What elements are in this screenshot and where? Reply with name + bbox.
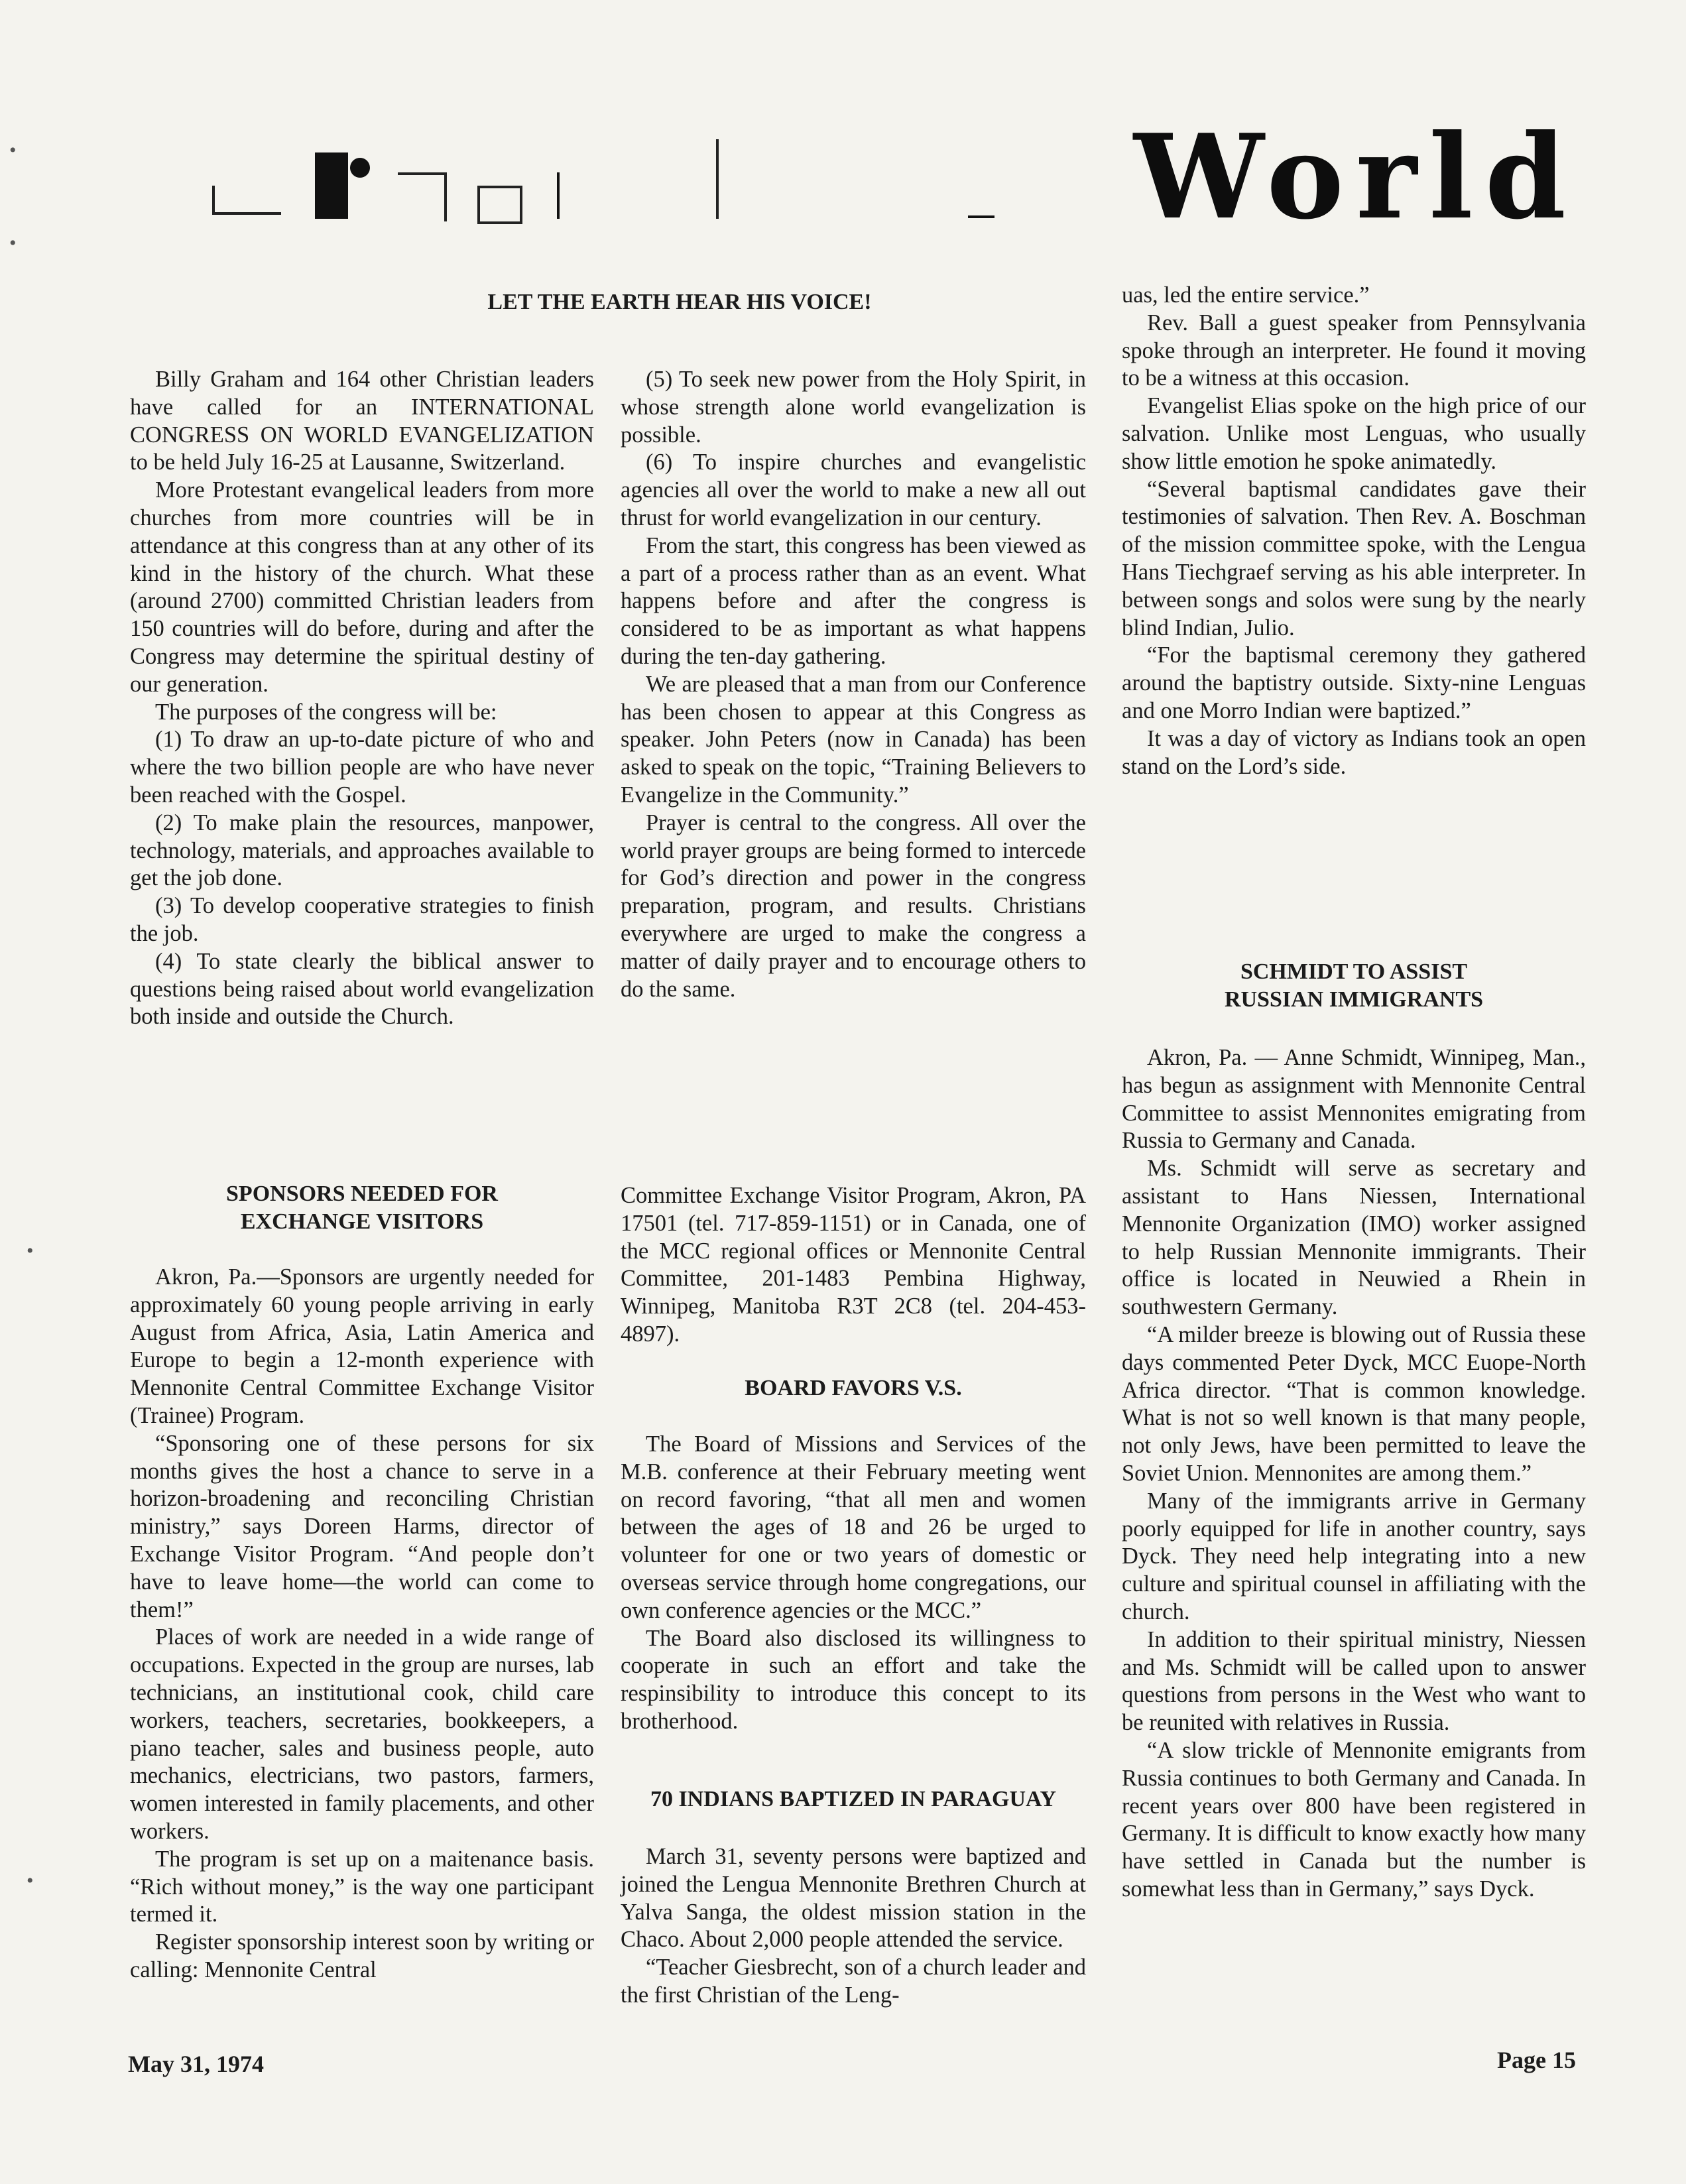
masthead-faded-letter [212, 186, 281, 215]
headline-line: RUSSIAN IMMIGRANTS [1224, 987, 1484, 1012]
paragraph: Ms. Schmidt will serve as secretary and assistant to Hans Niessen, International Mennonite Organization (IMO) worker assigned to help Russian Mennonite immigrants. Their office is located in Neuwied a Rhein in southwestern Germany. [1122, 1156, 1586, 1320]
paragraph: “Sponsoring one of these persons for six months gives the host a chance to serve in a horizon-broadening and reconciling Christian ministry,” says Doreen Harms, director of Exchange Visitor Program. “And people don’t have to leave home—the world can come to them!” [130, 1430, 594, 1622]
paragraph: More Protestant evangelical leaders from more churches from more countries will be in attendance at this congress than at any other of its kind in the history of the church. What these (around 2700) committed Christian leaders from 150 countries will do before, during and after the Congress may determine the spiritual destiny of our generation. [130, 477, 594, 697]
headline-sponsors [130, 1180, 594, 1236]
masthead-faded-letter [968, 215, 994, 218]
paragraph: March 31, seventy persons were baptized and joined the Lengua Mennonite Brethren Church at Yalva Sanga, the oldest mission station in the Chaco. About 2,000 people attended the service. [621, 1844, 1086, 1953]
paragraph: Akron, Pa.—Sponsors are urgently needed for approximately 60 young people arriving in early August from Africa, Asia, Latin America and Europe to begin a 12-month experience with Mennonite Central Committee Exchange Visitor (Trainee) Program. [130, 1264, 594, 1428]
masthead [199, 109, 1579, 245]
paragraph: (2) To make plain the resources, manpower, technology, materials, and approaches available to get the job done. [130, 810, 594, 891]
edge-mark: • [9, 232, 17, 254]
article-earth-col2 [621, 366, 1086, 1003]
paragraph: The program is set up on a maitenance basis. “Rich without money,” is the way one participant termed it. [130, 1846, 594, 1927]
paragraph: Akron, Pa. — Anne Schmidt, Winnipeg, Man., has begun as assignment with Mennonite Central Committee to assist Mennonites emigrating from Russia to Germany and Canada. [1122, 1045, 1586, 1154]
paragraph: The Board of Missions and Services of the M.B. conference at their February meeting went on record favoring, “that all men and women between the ages of 18 and 26 be urged to volunteer for one or two years of domestic or overseas service through home congregations, our own conference agencies or the MCC.” [621, 1431, 1086, 1623]
paragraph: (3) To develop cooperative strategies to finish the job. [130, 893, 594, 946]
headline-earth: LET THE EARTH HEAR HIS VOICE! [487, 290, 872, 314]
paragraph: Committee Exchange Visitor Program, Akron, PA 17501 (tel. 717-859-1151) or in Canada, one of the MCC regional offices or Mennonite Central Committee, 201-1483 Pembina Highway, Winnipeg, Manitoba R3T 2C8 (tel. 204-453-4897). [621, 1183, 1086, 1347]
footer-page-number: Page 15 [1497, 2047, 1576, 2073]
paragraph: “Teacher Giesbrecht, son of a church leader and the first Christian of the Leng- [621, 1955, 1086, 2008]
paragraph: Evangelist Elias spoke on the high price of our salvation. Unlike most Lenguas, who usually show little emotion he spoke animatedly. [1122, 393, 1586, 474]
headline-schmidt [1122, 958, 1586, 1014]
masthead-title: World [1134, 109, 1579, 245]
paragraph: It was a day of victory as Indians took an open stand on the Lord’s side. [1122, 725, 1586, 779]
edge-mark: • [9, 139, 17, 161]
masthead-faded-letter [557, 172, 560, 219]
article-indians-col2 [621, 1843, 1086, 2010]
headline-line: SCHMIDT TO ASSIST [1240, 959, 1468, 984]
article-board [621, 1431, 1086, 1736]
footer-date: May 31, 1974 [128, 2051, 264, 2077]
paragraph: Places of work are needed in a wide range of occupations. Expected in the group are nurses, lab technicians, an institutional cook, child care workers, teachers, secretaries, bookkeepers, a piano teacher, sales and business people, auto mechanics, electricians, two pastors, farmers, women interested in family placements, and other workers. [130, 1624, 594, 1844]
article-sponsors-col1 [130, 1264, 594, 1984]
paragraph: The purposes of the congress will be: [155, 699, 497, 725]
masthead-faded-letter [398, 172, 447, 221]
paragraph: (4) To state clearly the biblical answer to questions being raised about world evangelization both inside and outside the Church. [130, 948, 594, 1030]
paragraph: Prayer is central to the congress. All over the world prayer groups are being formed to intercede for God’s direction and power in the congress preparation, program, and results. Christians everywhere are urged to make the congress a matter of daily prayer and to encourage others to do the same. [621, 810, 1086, 1002]
headline-indians: 70 INDIANS BAPTIZED IN PARAGUAY [650, 1787, 1057, 1811]
masthead-faded-letter [597, 139, 719, 219]
paragraph: uas, led the entire service.” [1122, 282, 1370, 308]
headline-line: EXCHANGE VISITORS [240, 1209, 484, 1234]
paragraph: Billy Graham and 164 other Christian leaders have called for an INTERNATIONAL CONGRESS ON WORLD EVANGELIZATION to be held July 16-25 at Lausanne, Switzerland. [130, 367, 594, 475]
masthead-faded-letter [350, 158, 370, 178]
edge-mark: • [27, 1240, 34, 1262]
paragraph: Rev. Ball a guest speaker from Pennsylvania spoke through an interpreter. He found it moving to be a witness at this occasion. [1122, 310, 1586, 391]
paragraph: From the start, this congress has been viewed as a part of a process rather than as an event. What happens before and after the congress is considered to be as important as what happens during the ten-day gathering. [621, 532, 1086, 669]
masthead-faded-letter [315, 152, 348, 219]
paragraph: (6) To inspire churches and evangelistic agencies all over the world to make a new all out thrust for world evangelization in our century. [621, 450, 1086, 530]
paragraph: Register sponsorship interest soon by writing or calling: Mennonite Central [130, 1929, 594, 1982]
paragraph: “Several baptismal candidates gave their testimonies of salvation. Then Rev. A. Boschman of the mission committee spoke, with the Lengua Hans Tiechgraef serving as his able interpreter. In between songs and solos were sung by the nearly blind Indian, Julio. [1122, 476, 1586, 640]
paragraph: (1) To draw an up-to-date picture of who and where the two billion people are who have never been reached with the Gospel. [130, 727, 594, 808]
article-earth-col1 [130, 366, 594, 1031]
headline-line: SPONSORS NEEDED FOR [226, 1182, 498, 1206]
paragraph: “A milder breeze is blowing out of Russia these days commented Peter Dyck, MCC Euope-North Africa director. “That is common knowledge. What is not so well known is that many people, not only Jews, have been permitted to leave the Soviet Union. Mennonites are among them.” [1122, 1321, 1586, 1486]
paragraph: “A slow trickle of Mennonite emigrants from Russia continues to both Germany and Canada. In recent years over 800 have been registered in Germany. It is difficult to know exactly how many have settled in Canada but the number is somewhat less than in Germany,” says Dyck. [1122, 1737, 1586, 1902]
article-indians-col3 [1122, 282, 1586, 780]
paragraph: “For the baptismal ceremony they gathered around the baptistry outside. Sixty-nine Lenguas and one Morro Indian were baptized.” [1122, 642, 1586, 723]
headline-board: BOARD FAVORS V.S. [745, 1376, 962, 1400]
paragraph: Many of the immigrants arrive in Germany poorly equipped for life in another country, says Dyck. They need help integrating into a new culture and spiritual counsel in affiliating with the church. [1122, 1488, 1586, 1624]
paragraph: In addition to their spiritual ministry, Niessen and Ms. Schmidt will be called upon to answer questions from persons in the West who want to be reunited with relatives in Russia. [1122, 1626, 1586, 1736]
paragraph: The Board also disclosed its willingness to cooperate in such an effort and take the respinsibility to introduce this concept to its brotherhood. [621, 1625, 1086, 1734]
masthead-faded-letter [477, 186, 522, 224]
edge-mark: • [27, 1870, 34, 1892]
article-sponsors-col2 [621, 1182, 1086, 1349]
paragraph: We are pleased that a man from our Conference has been chosen to appear at this Congress as speaker. John Peters (now in Canada) has been asked to speak on the topic, “Training Believers to Evangelize in the Community.” [621, 671, 1086, 808]
article-schmidt [1122, 1044, 1586, 1904]
paragraph: (5) To seek new power from the Holy Spirit, in whose strength alone world evangelization is possible. [621, 367, 1086, 448]
